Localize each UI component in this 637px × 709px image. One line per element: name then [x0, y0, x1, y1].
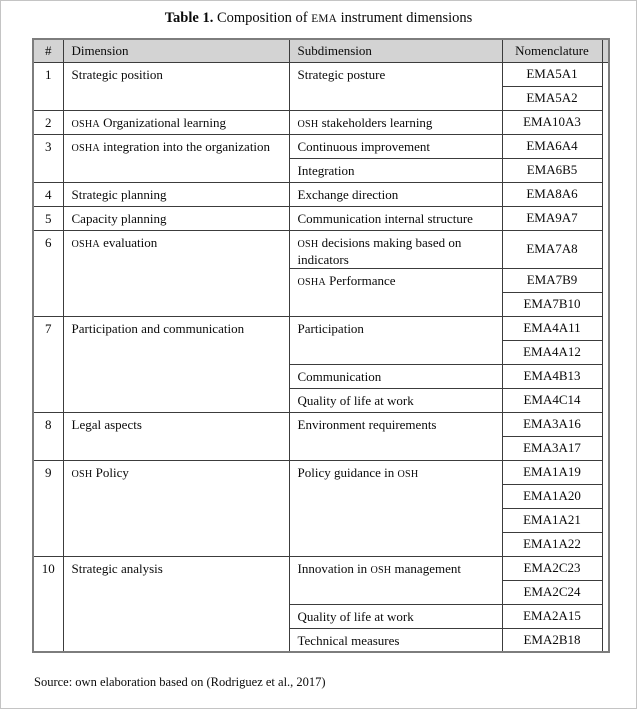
nomenclature-cell: EMA2B18 — [502, 628, 602, 652]
dimension-cell: Strategic analysis — [63, 556, 289, 652]
row-number-cell: 8 — [33, 412, 63, 460]
nomenclature-cell: EMA7B9 — [502, 268, 602, 292]
gutter-cell — [602, 484, 609, 508]
header-gutter — [602, 39, 609, 62]
nomenclature-cell: EMA3A17 — [502, 436, 602, 460]
gutter-cell — [602, 532, 609, 556]
subdimension-cell: Integration — [289, 158, 502, 182]
gutter-cell — [602, 556, 609, 580]
gutter-cell — [602, 580, 609, 604]
dimension-cell: Participation and communication — [63, 316, 289, 412]
row-number-cell: 3 — [33, 134, 63, 182]
table-row — [33, 110, 609, 134]
nomenclature-cell: EMA4A11 — [502, 316, 602, 340]
dimension-cell: Legal aspects — [63, 412, 289, 460]
row-number-cell: 7 — [33, 316, 63, 412]
nomenclature-cell: EMA4C14 — [502, 388, 602, 412]
subdimension-cell: Technical measures — [289, 628, 502, 652]
header-subdimension: Subdimension — [289, 39, 502, 62]
header-row — [33, 39, 609, 62]
row-number-cell: 4 — [33, 182, 63, 206]
subdimension-cell: Communication — [289, 364, 502, 388]
dimension-cell: Strategic planning — [63, 182, 289, 206]
subdimension-cell: Policy guidance in OSH — [289, 460, 502, 556]
table-row — [33, 182, 609, 206]
gutter-cell — [602, 206, 609, 230]
gutter-cell — [602, 412, 609, 436]
header-nomenclature: Nomenclature — [502, 39, 602, 62]
dimension-cell: Capacity planning — [63, 206, 289, 230]
nomenclature-cell: EMA10A3 — [502, 110, 602, 134]
gutter-cell — [602, 388, 609, 412]
row-number-cell: 1 — [33, 62, 63, 110]
row-number-cell: 9 — [33, 460, 63, 556]
row-number-cell: 6 — [33, 230, 63, 316]
gutter-cell — [602, 62, 609, 86]
dimension-cell: Strategic position — [63, 62, 289, 110]
dimension-cell: OSHA integration into the organization — [63, 134, 289, 182]
subdimension-cell: Quality of life at work — [289, 604, 502, 628]
dimension-cell: OSHA Organizational learning — [63, 110, 289, 134]
dimension-cell: OSHA evaluation — [63, 230, 289, 316]
gutter-cell — [602, 230, 609, 268]
gutter-cell — [602, 460, 609, 484]
gutter-cell — [602, 364, 609, 388]
subdimension-cell: OSH decisions making based on indicators — [289, 230, 502, 268]
gutter-cell — [602, 86, 609, 110]
nomenclature-cell: EMA4A12 — [502, 340, 602, 364]
gutter-cell — [602, 340, 609, 364]
nomenclature-cell: EMA5A2 — [502, 86, 602, 110]
nomenclature-cell: EMA2C24 — [502, 580, 602, 604]
source-note: Source: own elaboration based on (Rodriguez et al., 2017) — [34, 675, 326, 690]
nomenclature-cell: EMA6A4 — [502, 134, 602, 158]
dimension-cell: OSH Policy — [63, 460, 289, 556]
table-row — [33, 412, 609, 436]
nomenclature-cell: EMA7A8 — [502, 230, 602, 268]
gutter-cell — [602, 436, 609, 460]
composition-table — [32, 38, 610, 653]
table-row — [33, 316, 609, 340]
gutter-cell — [602, 508, 609, 532]
gutter-cell — [602, 110, 609, 134]
subdimension-cell: Exchange direction — [289, 182, 502, 206]
gutter-cell — [602, 182, 609, 206]
subdimension-cell: Communication internal structure — [289, 206, 502, 230]
table-body — [33, 62, 609, 652]
subdimension-cell: OSH stakeholders learning — [289, 110, 502, 134]
nomenclature-cell: EMA2C23 — [502, 556, 602, 580]
table-title — [1, 10, 636, 27]
nomenclature-cell: EMA2A15 — [502, 604, 602, 628]
table-title-text: Composition of EMA instrument dimensions — [213, 10, 473, 26]
nomenclature-cell: EMA1A19 — [502, 460, 602, 484]
table-row — [33, 460, 609, 484]
gutter-cell — [602, 134, 609, 158]
gutter-cell — [602, 158, 609, 182]
nomenclature-cell: EMA5A1 — [502, 62, 602, 86]
subdimension-cell: Continuous improvement — [289, 134, 502, 158]
nomenclature-cell: EMA1A20 — [502, 484, 602, 508]
nomenclature-cell: EMA6B5 — [502, 158, 602, 182]
table-row — [33, 62, 609, 86]
gutter-cell — [602, 268, 609, 292]
gutter-cell — [602, 292, 609, 316]
nomenclature-cell: EMA3A16 — [502, 412, 602, 436]
row-number-cell: 2 — [33, 110, 63, 134]
gutter-cell — [602, 628, 609, 652]
table-row — [33, 556, 609, 580]
nomenclature-cell: EMA4B13 — [502, 364, 602, 388]
subdimension-cell: Quality of life at work — [289, 388, 502, 412]
header-dimension: Dimension — [63, 39, 289, 62]
gutter-cell — [602, 604, 609, 628]
header-num: # — [33, 39, 63, 62]
subdimension-cell: Environment requirements — [289, 412, 502, 460]
row-number-cell: 5 — [33, 206, 63, 230]
subdimension-cell: OSHA Performance — [289, 268, 502, 316]
nomenclature-cell: EMA8A6 — [502, 182, 602, 206]
table-title-label: Table 1. — [164, 10, 214, 26]
subdimension-cell: Innovation in OSH management — [289, 556, 502, 604]
table-row — [33, 230, 609, 268]
nomenclature-cell: EMA7B10 — [502, 292, 602, 316]
nomenclature-cell: EMA1A21 — [502, 508, 602, 532]
nomenclature-cell: EMA1A22 — [502, 532, 602, 556]
subdimension-cell: Participation — [289, 316, 502, 364]
row-number-cell: 10 — [33, 556, 63, 652]
table-row — [33, 134, 609, 158]
table-row — [33, 206, 609, 230]
subdimension-cell: Strategic posture — [289, 62, 502, 110]
nomenclature-cell: EMA9A7 — [502, 206, 602, 230]
gutter-cell — [602, 316, 609, 340]
